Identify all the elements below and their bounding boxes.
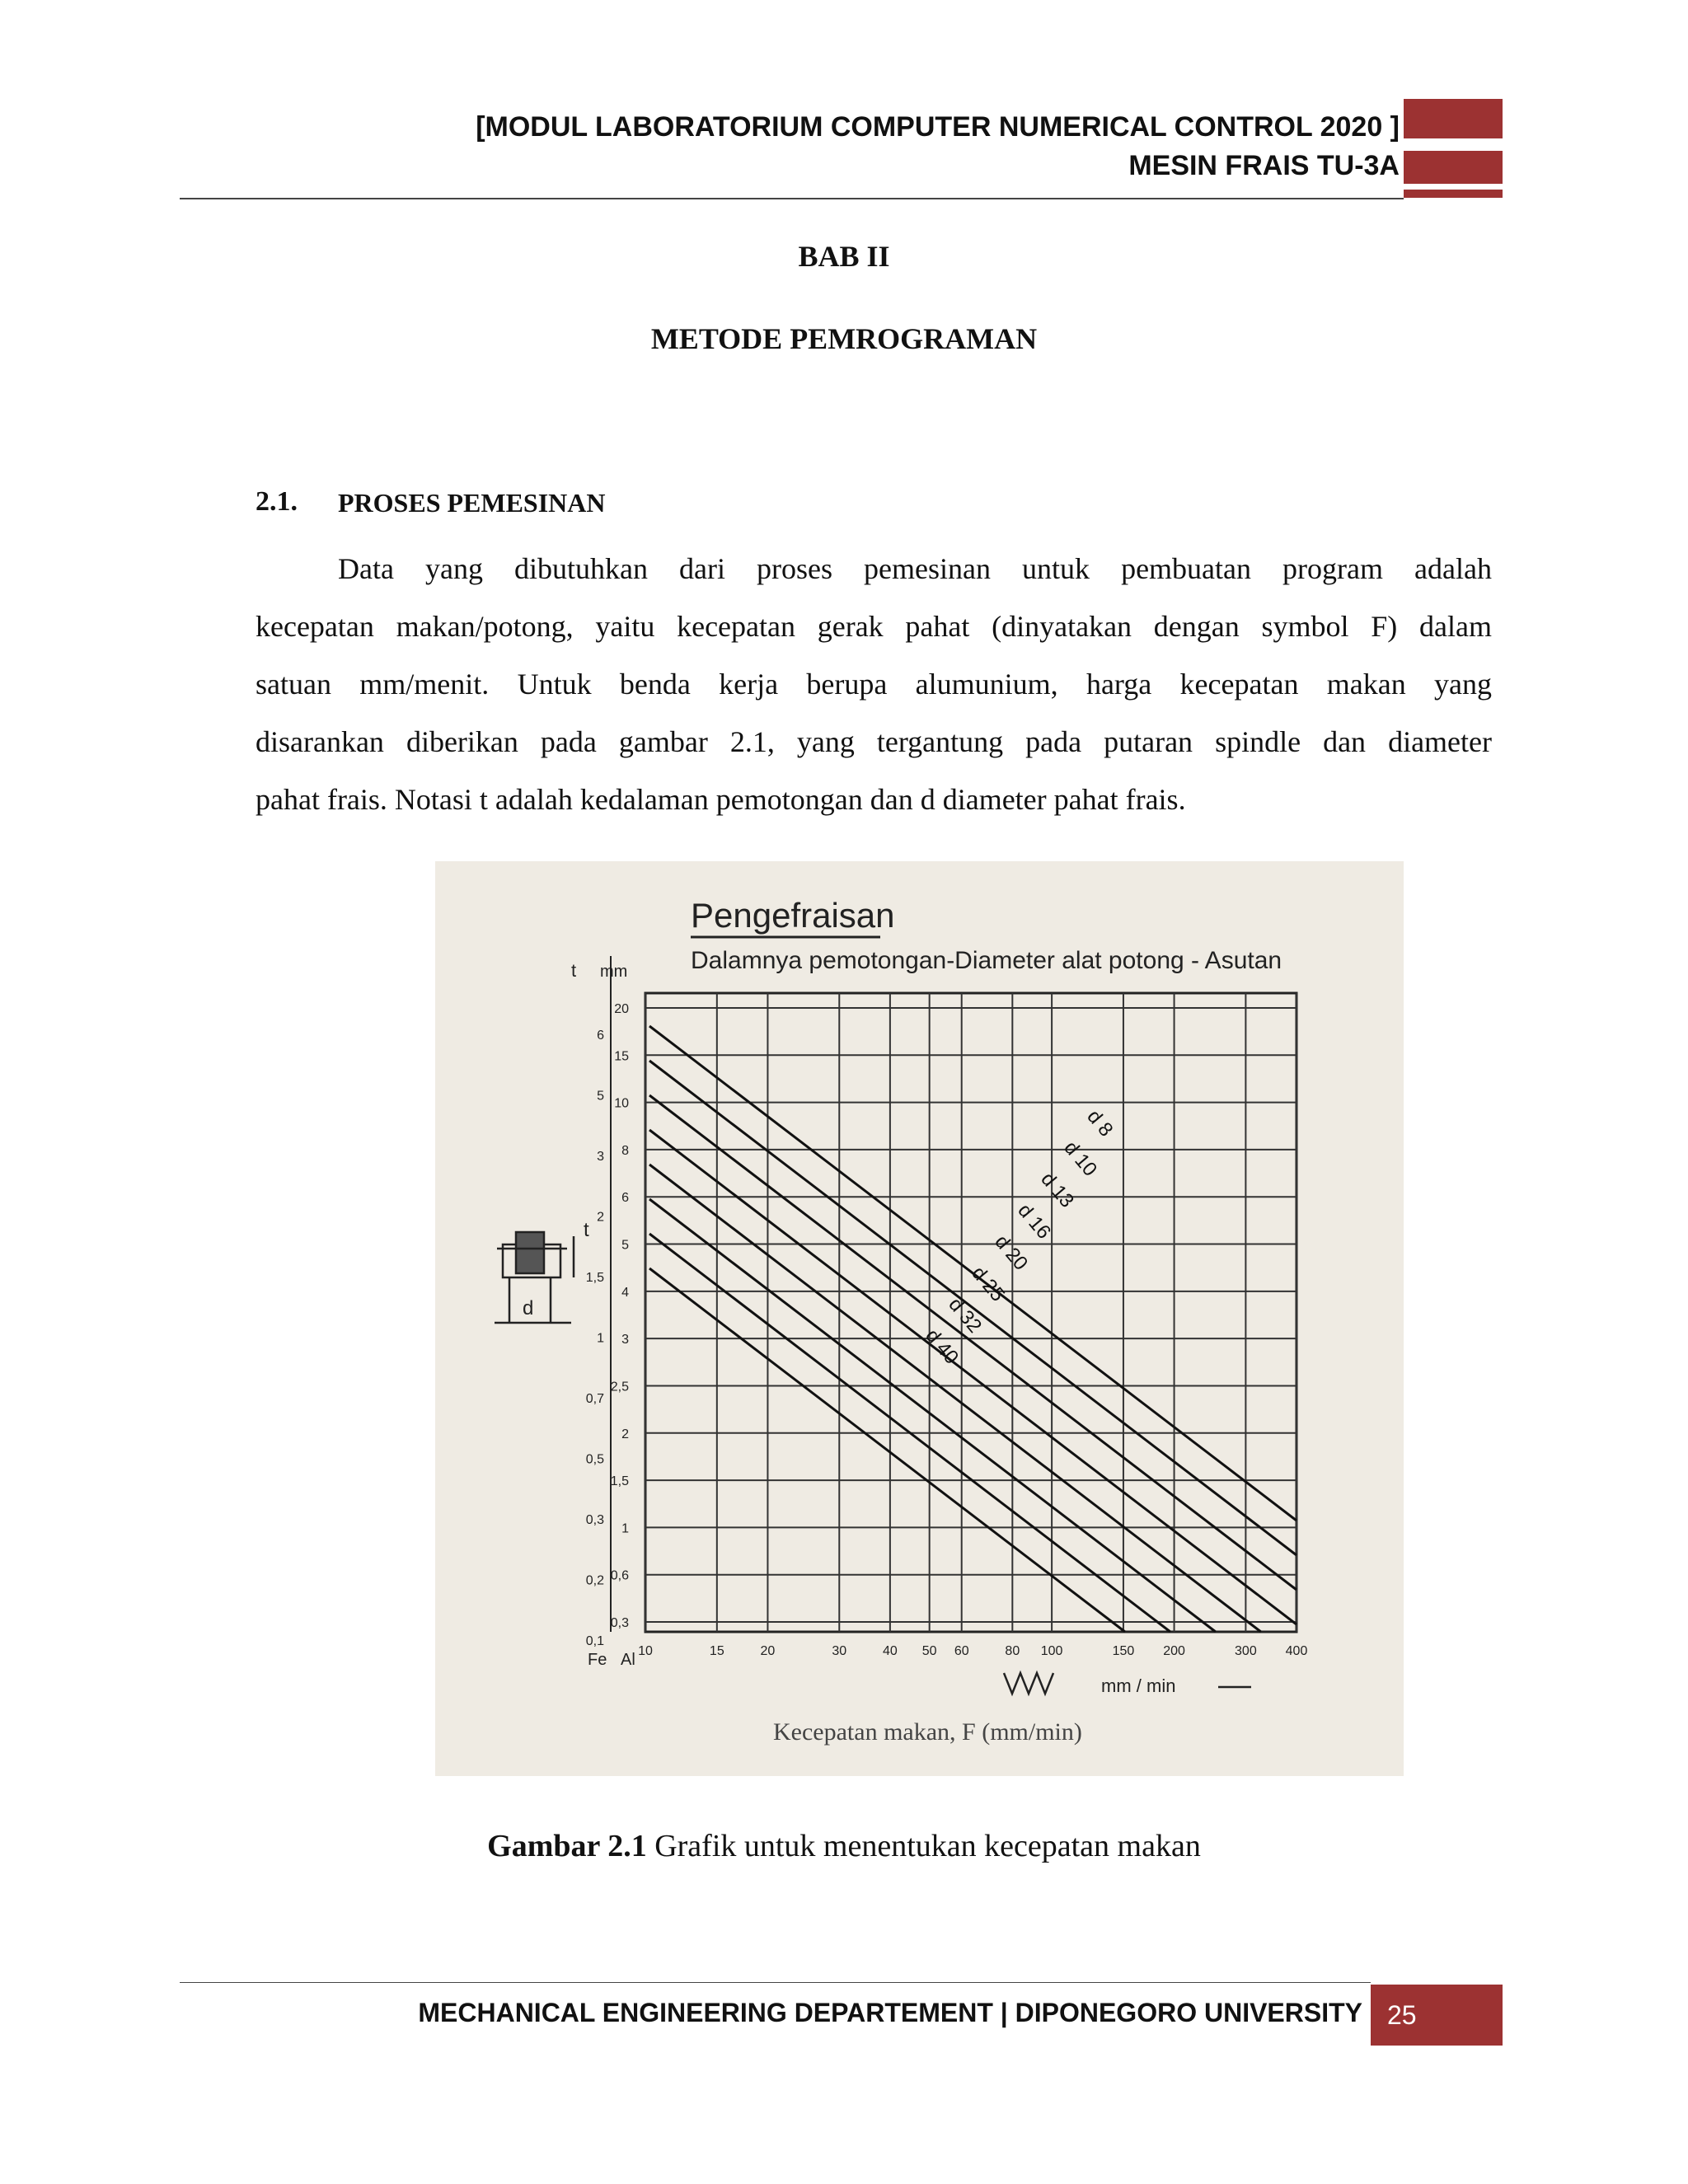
x-tick-label: 20 bbox=[760, 1644, 776, 1658]
section-number: 2.1. bbox=[256, 486, 298, 517]
y-tick-label-al: 2 bbox=[621, 1427, 629, 1441]
y-tick-label-al: 0,6 bbox=[610, 1568, 629, 1583]
footer-text: MECHANICAL ENGINEERING DEPARTEMENT | DIPONEGORO UNIVERSITY bbox=[418, 1998, 1362, 2027]
feed-rate-chart-svg bbox=[435, 861, 1404, 1776]
paragraph-line: disarankan diberikan pada gambar 2.1, yang tergantung pada putaran spindle dan diameter bbox=[256, 725, 1492, 758]
feed-rate-chart bbox=[435, 861, 1404, 1776]
y-tick-label-fe: 2 bbox=[597, 1210, 604, 1225]
y-tick-label-fe: 1 bbox=[597, 1331, 604, 1346]
y-tick-label-al: 5 bbox=[621, 1238, 629, 1253]
y-tick-label-fe: 0,1 bbox=[585, 1634, 604, 1648]
paragraph-line: Data yang dibutuhkan dari proses pemesinan untuk pembuatan program adalah bbox=[338, 552, 1492, 585]
y-tick-label-al: 15 bbox=[614, 1049, 629, 1064]
header-accent-block-middle bbox=[1404, 151, 1503, 184]
x-axis-label: Kecepatan makan, F (mm/min) bbox=[773, 1718, 1082, 1746]
y-tick-label-fe: 0,2 bbox=[585, 1573, 604, 1588]
chart-title: Pengefraisan bbox=[691, 896, 895, 935]
series-line bbox=[649, 1165, 1261, 1632]
x-tick-label: 15 bbox=[709, 1644, 724, 1658]
y-tick-label-al: 0,3 bbox=[610, 1616, 629, 1630]
y-tick-label-fe: 0,7 bbox=[585, 1392, 604, 1406]
figure-caption bbox=[0, 1828, 1688, 1864]
series-line bbox=[649, 1199, 1216, 1632]
series-label: d 16 bbox=[1013, 1199, 1056, 1244]
series-label: d 40 bbox=[921, 1324, 964, 1369]
y-tick-label-al: 6 bbox=[621, 1191, 629, 1206]
material-label-fe: Fe bbox=[588, 1651, 607, 1669]
series-label: d 32 bbox=[944, 1293, 987, 1338]
y-tick-label-fe: 6 bbox=[597, 1029, 604, 1043]
series-label: d 8 bbox=[1082, 1105, 1118, 1141]
body-paragraph bbox=[256, 540, 1492, 828]
y-tick-label-al: 1 bbox=[621, 1521, 629, 1536]
header-accent-block-top bbox=[1404, 99, 1503, 138]
feed-symbol-icon bbox=[1004, 1673, 1053, 1694]
x-tick-label: 300 bbox=[1235, 1644, 1257, 1658]
y-tick-label-fe: 1,5 bbox=[585, 1271, 604, 1285]
chapter-title: METODE PEMROGRAMAN bbox=[650, 322, 1038, 355]
series-label: d 13 bbox=[1036, 1168, 1079, 1212]
figure-caption-text: Grafik untuk menentukan kecepatan makan bbox=[654, 1829, 1201, 1863]
x-tick-label: 400 bbox=[1285, 1644, 1308, 1658]
y-tick-label-fe: 0,3 bbox=[585, 1513, 604, 1527]
y-tick-label-al: 8 bbox=[621, 1143, 629, 1158]
series-line bbox=[649, 1268, 1125, 1632]
x-tick-label: 30 bbox=[832, 1644, 847, 1658]
y-tick-label-al: 4 bbox=[621, 1285, 629, 1300]
header-rule bbox=[180, 198, 1404, 199]
chapter-number: BAB II bbox=[798, 240, 890, 273]
y-tick-label-al: 2,5 bbox=[610, 1380, 629, 1394]
y-tick-label-al: 20 bbox=[614, 1002, 629, 1016]
x-tick-label: 100 bbox=[1040, 1644, 1063, 1658]
y-tick-label-al: 3 bbox=[621, 1333, 629, 1347]
paragraph-line: satuan mm/menit. Untuk benda kerja berupa alumunium, harga kecepatan makan yang bbox=[256, 668, 1492, 701]
header-title-line1: [MODUL LABORATORIUM COMPUTER NUMERICAL CONTROL 2020 ] bbox=[476, 111, 1400, 143]
y-axis-ticks bbox=[586, 956, 629, 1648]
x-axis-ticks bbox=[638, 1644, 1307, 1658]
sketch-label-t: t bbox=[584, 1219, 589, 1241]
header-title-line2: MESIN FRAIS TU-3A bbox=[1128, 150, 1400, 181]
paragraph-line: kecepatan makan/potong, yaitu kecepatan gerak pahat (dinyatakan dengan symbol F) dalam bbox=[256, 610, 1492, 643]
footer-rule bbox=[180, 1982, 1371, 1983]
series-line bbox=[649, 1130, 1296, 1624]
series-label: d 20 bbox=[990, 1230, 1033, 1275]
header-accent-block-bottom bbox=[1404, 190, 1503, 198]
y-tick-label-al: 1,5 bbox=[610, 1474, 629, 1489]
section-title: PROSES PEMESINAN bbox=[338, 488, 606, 518]
cutter-sketch bbox=[495, 1232, 574, 1323]
x-tick-label: 10 bbox=[638, 1644, 653, 1658]
figure-caption-number: Gambar 2.1 bbox=[487, 1829, 647, 1863]
x-tick-label: 150 bbox=[1112, 1644, 1135, 1658]
sketch-label-d: d bbox=[523, 1297, 534, 1319]
y-tick-label-fe: 0,5 bbox=[585, 1452, 604, 1467]
material-label-al: Al bbox=[621, 1651, 635, 1669]
series-label: d 25 bbox=[967, 1262, 1010, 1306]
x-tick-label: 200 bbox=[1163, 1644, 1185, 1658]
y-tick-label-al: 10 bbox=[614, 1096, 629, 1111]
paragraph-line: pahat frais. Notasi t adalah kedalaman pemotongan dan d diameter pahat frais. bbox=[256, 783, 1186, 816]
chart-series bbox=[649, 1026, 1296, 1632]
x-tick-label: 50 bbox=[921, 1644, 937, 1658]
y-axis-unit-label: mm bbox=[600, 963, 628, 981]
chart-subtitle: Dalamnya pemotongan-Diameter alat potong - Asutan bbox=[691, 947, 1282, 974]
y-tick-label-fe: 5 bbox=[597, 1089, 604, 1104]
x-tick-label: 40 bbox=[882, 1644, 898, 1658]
x-tick-label: 80 bbox=[1005, 1644, 1020, 1658]
x-axis-unit-label: mm / min bbox=[1101, 1675, 1176, 1696]
series-label: d 10 bbox=[1059, 1137, 1102, 1181]
x-tick-label: 60 bbox=[954, 1644, 969, 1658]
page-number: 25 bbox=[1371, 1985, 1503, 2046]
y-tick-label-fe: 3 bbox=[597, 1150, 604, 1164]
y-axis-label-t: t bbox=[571, 960, 577, 981]
